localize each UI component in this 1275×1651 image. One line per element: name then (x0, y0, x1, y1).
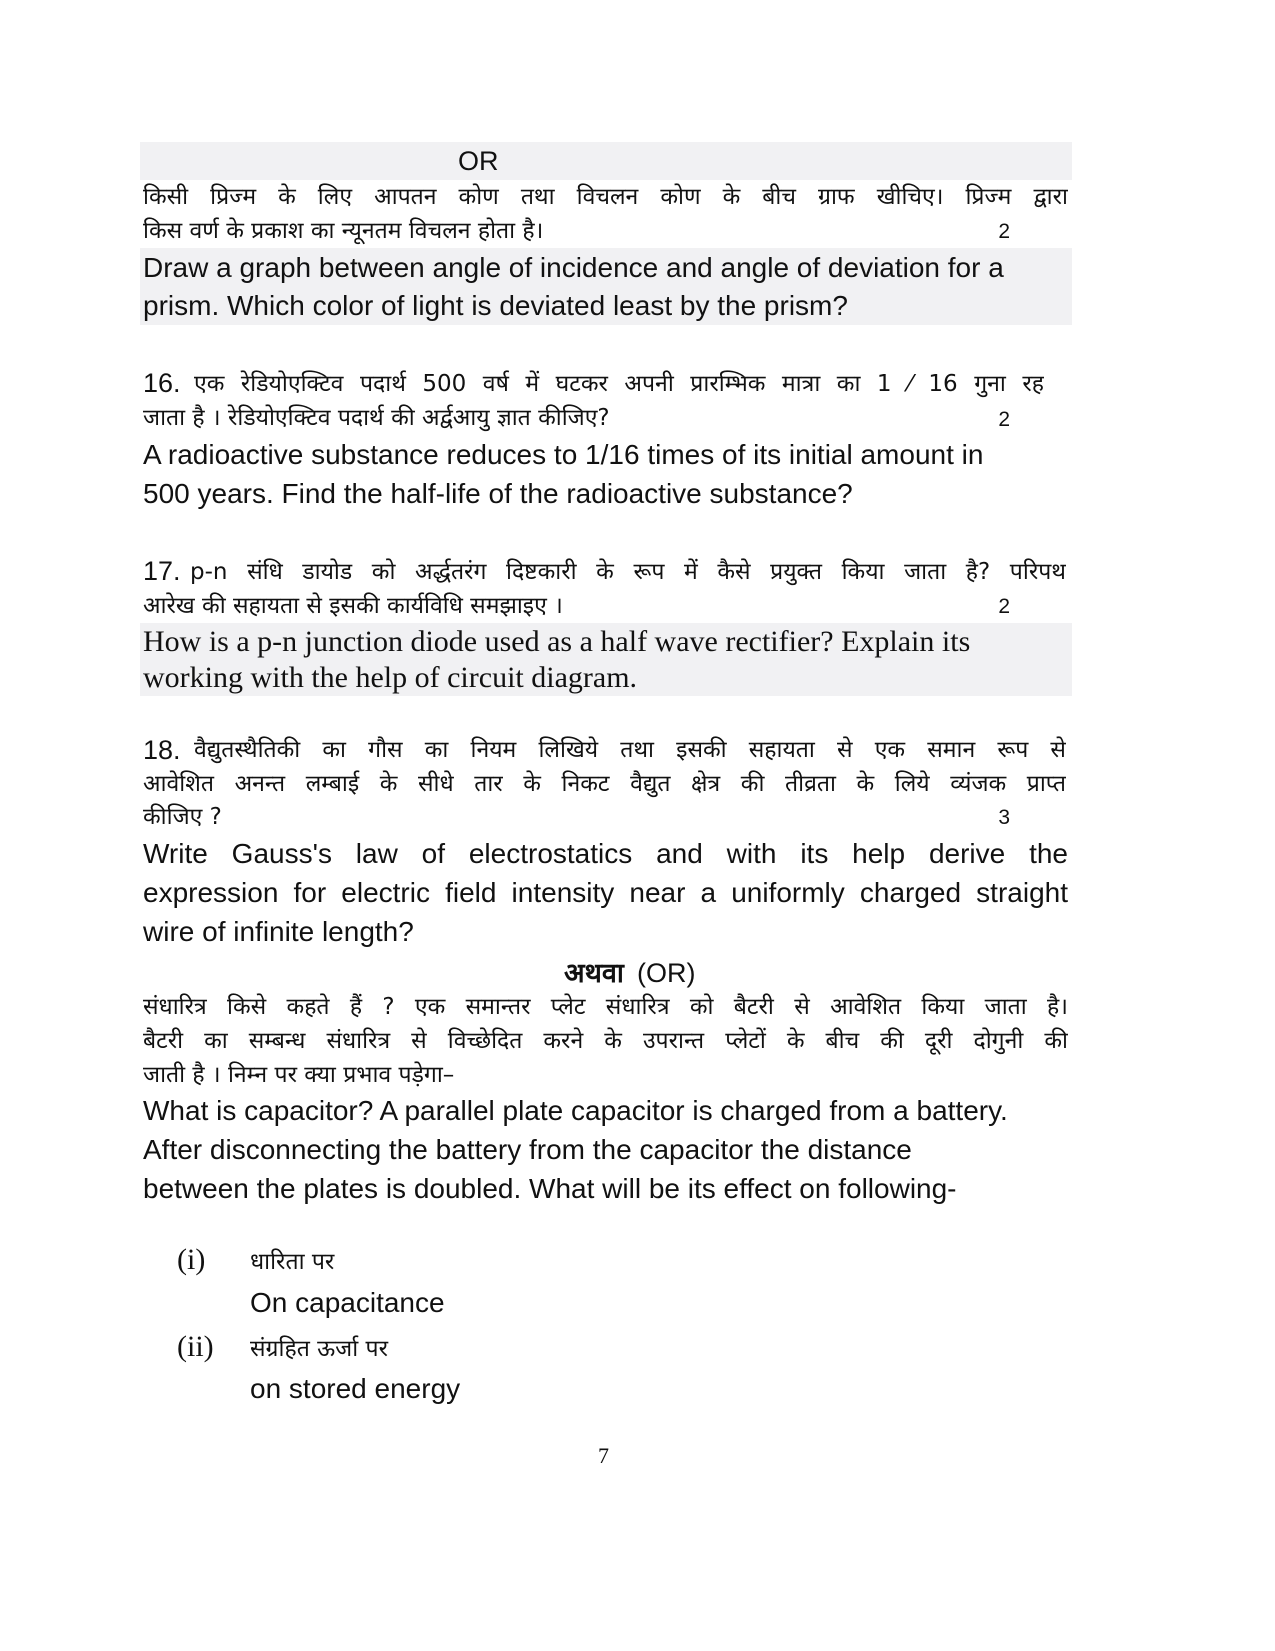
item-ii-roman: (ii) (177, 1330, 214, 1363)
q18-english-line-2: expression for electric field intensity near a uniformly charged straight (143, 877, 1068, 908)
q16-english-line-2: 500 years. Find the half-life of the radioactive substance? (143, 478, 853, 509)
q18or-hindi-line-1: संधारित्र किसे कहते हैं ? एक समान्तर प्लेट संधारित्र को बैटरी से आवेशित किया जाता है। (143, 994, 1068, 1020)
or-label: OR (458, 146, 499, 176)
q16-hindi-line-2: जाता है । रेडियोएक्टिव पदार्थ की अर्द्वआयु ज्ञात कीजिए? (143, 405, 610, 431)
q17-hindi-line-1: p-n संधि डायोड को अर्द्धतरंग दिष्टकारी के रूप में कैसे प्रयुक्त किया जाता है? परिपथ (190, 559, 1066, 585)
item-i-hindi: धारिता पर (250, 1249, 335, 1275)
q18-number: 18. (143, 735, 181, 765)
q16-hindi-line-1: एक रेडियोएक्टिव पदार्थ 500 वर्ष में घटकर अपनी प्रारम्भिक मात्रा का 1 ⁄ 16 गुना रह (194, 371, 1044, 397)
page-number: 7 (598, 1443, 609, 1468)
q17-hindi-line-2: आरेख की सहायता से इसकी कार्यविधि समझाइए । (143, 593, 563, 619)
or-heading (564, 953, 695, 990)
or-heading-english: (OR) (636, 958, 696, 988)
q18or-english-line-2: After disconnecting the battery from the capacitor the distance (143, 1134, 912, 1165)
q18or-hindi-line-2: बैटरी का सम्बन्ध संधारित्र से विच्छेदित करने के उपरान्त प्लेटों के बीच की दूरी दोगुनी की (143, 1028, 1068, 1054)
q18or-hindi-line-3: जाती है । निम्न पर क्या प्रभाव पड़ेगा– (143, 1062, 455, 1088)
q17-number: 17. (143, 556, 181, 586)
or-heading-hindi: अथवा (564, 958, 624, 989)
item-ii-english: on stored energy (250, 1373, 461, 1404)
q18or-english-line-3: between the plates is doubled. What will be its effect on following- (143, 1173, 957, 1204)
q18or-english-line-1: What is capacitor? A parallel plate capacitor is charged from a battery. (143, 1095, 1008, 1126)
prev-marks: 2 (998, 220, 1010, 243)
q16-marks: 2 (998, 408, 1010, 431)
q17-marks: 2 (998, 595, 1010, 618)
prev-english-line-2: prism. Which color of light is deviated least by the prism? (143, 290, 848, 321)
q18-hindi-line-3: कीजिए ? (143, 804, 222, 830)
q18-english-line-1: Write Gauss's law of electrostatics and with its help derive the (143, 838, 1068, 869)
q17-english-line-1: How is a p-n junction diode used as a half wave rectifier? Explain its (143, 625, 971, 658)
prev-hindi-line-2: किस वर्ण के प्रकाश का न्यूनतम विचलन होता है। (143, 218, 544, 244)
item-i-english: On capacitance (250, 1287, 445, 1318)
q18-hindi-line-2: आवेशित अनन्त लम्बाई के सीधे तार के निकट वैद्युत क्षेत्र की तीव्रता के लिये व्यंजक प्राप्त (143, 771, 1066, 797)
q16-english-line-1: A radioactive substance reduces to 1/16 times of its initial amount in (143, 439, 984, 470)
item-i-roman: (i) (177, 1243, 206, 1276)
item-ii-hindi: संग्रहित ऊर्जा पर (250, 1336, 388, 1362)
q17-english-line-2: working with the help of circuit diagram. (143, 661, 638, 694)
prev-english-line-1: Draw a graph between angle of incidence and angle of deviation for a (143, 252, 1004, 283)
q18-marks: 3 (998, 806, 1010, 829)
q18-english-line-3: wire of infinite length? (143, 916, 414, 947)
q16-number: 16. (143, 368, 181, 398)
or-shade-top (140, 142, 1072, 180)
q18-hindi-line-1: वैद्युतस्थैतिकी का गौस का नियम लिखिये तथा इसकी सहायता से एक समान रूप से (194, 737, 1066, 763)
prev-hindi-line-1: किसी प्रिज्म के लिए आपतन कोण तथा विचलन कोण के बीच ग्राफ खीचिए। प्रिज्म द्वारा (143, 184, 1068, 210)
